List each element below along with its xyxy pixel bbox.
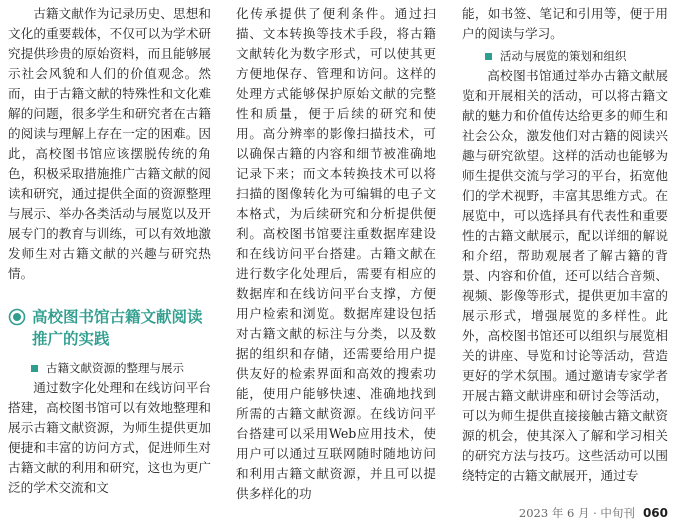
subhead-activities: [462, 46, 668, 66]
subhead-activities-label: 活动与展览的策划和组织: [500, 49, 627, 63]
square-bullet-icon: [485, 53, 492, 60]
section-heading: [8, 306, 211, 350]
features-paragraph: 能，如书签、笔记和引用等，便于用户的阅读与学习。: [462, 6, 668, 41]
column-2: [236, 4, 436, 504]
resources-paragraph: 通过数字化处理和在线访问平台搭建，高校图书馆可以有效地整理和展示古籍文献资源，为师生提供更加便捷和丰富的访问方式，促进师生对古籍文献的利用和研究，这也为更广泛的学术交流和文: [8, 380, 211, 495]
page-number: 060: [642, 506, 668, 520]
intro-paragraph: 古籍文献作为记录历史、思想和文化的重要载体，不仅可以为学术研究提供珍贵的原始资料，而且能够展示社会风貌和人们的价值观念。然而，由于古籍文献的特殊性和文化难解的问题，很多学生和研究者在古籍的阅读与理解上存在一定的困难。因此，高校图书馆应该摆脱传统的角色，积极采取措施推广古籍文献的阅读和研究，通过提供全面的资源整理与展示、举办各类活动与展览以及开展专门的教育与训练，可以有效地激发师生对古籍文献的兴趣与研究热情。: [8, 6, 211, 281]
digitization-paragraph: 化传承提供了便利条件。通过扫描、文本转换等技术手段，将古籍文献转化为数字形式，可以使其更方便地保存、管理和访问。这样的处理方式能够保护原始文献的完整性和质量，便于后续的研究和使用。高分辨率的影像扫描技术，可以确保古籍的内容和细节被准确地记录下来；而文本转换技术可以将扫描的图像转化为可编辑的电子文本格式，为后续研究和分析提供便利。高校图书馆要注重数据库建设和在线访问平台搭建。古籍文献在进行数字化处理后，需要有相应的数据库和在线访问平台支撑，方便用户检索和浏览。数据库建设包括对古籍文献的标注与分类，以及数据的组织和存储，还需要给用户提供友好的检索界面和高效的搜索功能，使用户能够快速、准确地找到所需的古籍文献资源。在线访问平台搭建可以采用Web应用技术，使用户可以通过互联网随时随地访问和利用古籍文献资源，并且可以提供多样化的功: [236, 6, 436, 501]
circle-bullet-icon: [8, 308, 26, 326]
subhead-resources-label: 古籍文献资源的整理与展示: [46, 361, 184, 375]
subhead-resources: [8, 358, 211, 378]
square-bullet-icon: [31, 365, 38, 372]
page-footer: [519, 505, 668, 521]
section-title: 高校图书馆古籍文献阅读推广的实践: [32, 308, 203, 348]
column-3: [462, 4, 668, 486]
activities-paragraph: 高校图书馆通过举办古籍文献展览和开展相关的活动，可以将古籍文献的魅力和价值传达给更多的师生和社会公众，激发他们对古籍的阅读兴趣与研究欲望。这样的活动也能够为师生提供交流与学习的平台，拓宽他们的学术视野，丰富其思维方式。在展览中，可以选择具有代表性和重要性的古籍文献展示，配以详细的解说和介绍，帮助观展者了解古籍的背景、内容和价值，还可以结合音频、视频、影像等形式，提供更加丰富的展示形式，增强展览的多样性。此外，高校图书馆还可以组织与展览相关的讲座、导览和讨论等活动，营造更好的学术氛围。通过邀请专家学者开展古籍文献讲座和研讨会等活动，可以为师生提供直接接触古籍文献资源的机会，使其深入了解和学习相关的研究方法与技巧。这些活动可以围绕特定的古籍文献展开，通过专: [462, 68, 668, 483]
column-1: [8, 4, 211, 498]
issue-date: 2023 年 6 月 · 中旬刊: [518, 506, 635, 520]
